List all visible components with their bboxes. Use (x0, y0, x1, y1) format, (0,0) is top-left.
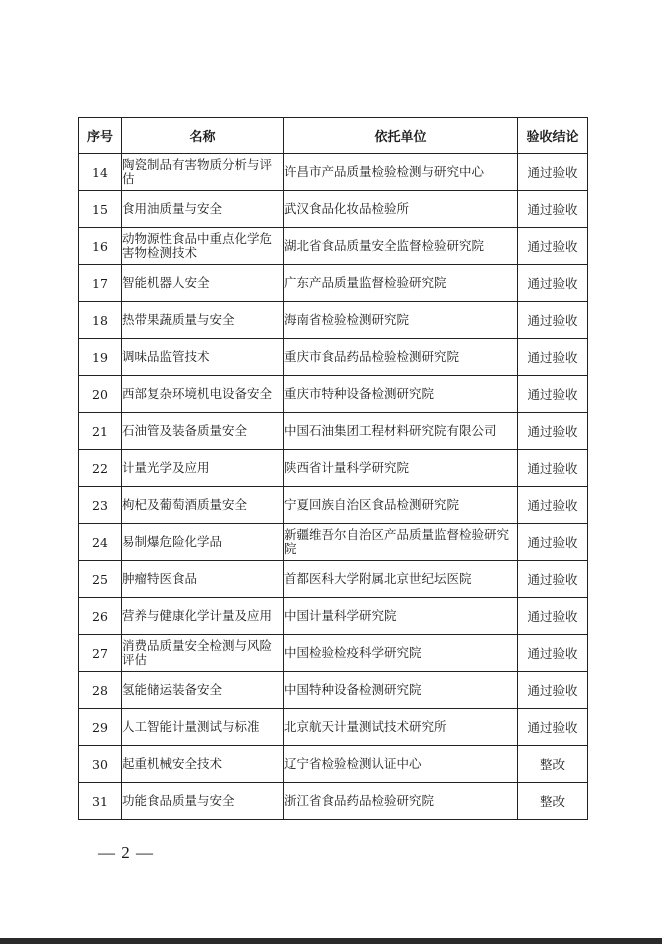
cell-serial-number: 18 (79, 302, 122, 339)
cell-name: 陶瓷制品有害物质分析与评估 (122, 154, 284, 191)
cell-name: 调味品监管技术 (122, 339, 284, 376)
header-supporting-unit: 依托单位 (284, 118, 518, 154)
cell-supporting-unit: 武汉食品化妆品检验所 (284, 191, 518, 228)
cell-acceptance-result: 通过验收 (518, 228, 588, 265)
table-row (79, 339, 588, 376)
cell-acceptance-result: 通过验收 (518, 672, 588, 709)
cell-acceptance-result: 通过验收 (518, 191, 588, 228)
cell-serial-number: 14 (79, 154, 122, 191)
cell-serial-number: 25 (79, 561, 122, 598)
cell-acceptance-result: 通过验收 (518, 450, 588, 487)
table-row (79, 783, 588, 820)
cell-supporting-unit: 新疆维吾尔自治区产品质量监督检验研究院 (284, 524, 518, 561)
cell-serial-number: 27 (79, 635, 122, 672)
cell-serial-number: 17 (79, 265, 122, 302)
header-acceptance-result: 验收结论 (518, 118, 588, 154)
cell-acceptance-result: 整改 (518, 746, 588, 783)
cell-serial-number: 30 (79, 746, 122, 783)
table-row (79, 524, 588, 561)
cell-serial-number: 29 (79, 709, 122, 746)
cell-acceptance-result: 通过验收 (518, 413, 588, 450)
cell-supporting-unit: 中国计量科学研究院 (284, 598, 518, 635)
cell-serial-number: 19 (79, 339, 122, 376)
table-row (79, 154, 588, 191)
cell-acceptance-result: 通过验收 (518, 524, 588, 561)
cell-acceptance-result: 通过验收 (518, 376, 588, 413)
cell-name: 热带果蔬质量与安全 (122, 302, 284, 339)
cell-serial-number: 28 (79, 672, 122, 709)
table-row (79, 709, 588, 746)
cell-name: 食用油质量与安全 (122, 191, 284, 228)
cell-acceptance-result: 通过验收 (518, 709, 588, 746)
cell-acceptance-result: 整改 (518, 783, 588, 820)
cell-supporting-unit: 首都医科大学附属北京世纪坛医院 (284, 561, 518, 598)
cell-supporting-unit: 宁夏回族自治区食品检测研究院 (284, 487, 518, 524)
cell-supporting-unit: 重庆市特种设备检测研究院 (284, 376, 518, 413)
cell-acceptance-result: 通过验收 (518, 265, 588, 302)
cell-serial-number: 15 (79, 191, 122, 228)
cell-name: 营养与健康化学计量及应用 (122, 598, 284, 635)
cell-name: 消费品质量安全检测与风险评估 (122, 635, 284, 672)
cell-serial-number: 22 (79, 450, 122, 487)
cell-supporting-unit: 中国检验检疫科学研究院 (284, 635, 518, 672)
cell-acceptance-result: 通过验收 (518, 302, 588, 339)
cell-name: 动物源性食品中重点化学危害物检测技术 (122, 228, 284, 265)
cell-supporting-unit: 浙江省食品药品检验研究院 (284, 783, 518, 820)
cell-acceptance-result: 通过验收 (518, 561, 588, 598)
cell-name: 人工智能计量测试与标准 (122, 709, 284, 746)
table-row (79, 265, 588, 302)
cell-name: 起重机械安全技术 (122, 746, 284, 783)
table-row (79, 191, 588, 228)
cell-acceptance-result: 通过验收 (518, 487, 588, 524)
cell-serial-number: 21 (79, 413, 122, 450)
table-row (79, 672, 588, 709)
cell-serial-number: 23 (79, 487, 122, 524)
cell-supporting-unit: 重庆市食品药品检验检测研究院 (284, 339, 518, 376)
page-number: — 2 — (98, 843, 154, 862)
table-row (79, 228, 588, 265)
cell-name: 枸杞及葡萄酒质量安全 (122, 487, 284, 524)
table-row (79, 450, 588, 487)
table-row (79, 376, 588, 413)
cell-name: 石油管及装备质量安全 (122, 413, 284, 450)
cell-name: 西部复杂环境机电设备安全 (122, 376, 284, 413)
table-body (79, 154, 588, 820)
cell-serial-number: 24 (79, 524, 122, 561)
cell-name: 智能机器人安全 (122, 265, 284, 302)
table-row (79, 598, 588, 635)
cell-name: 计量光学及应用 (122, 450, 284, 487)
cell-supporting-unit: 中国特种设备检测研究院 (284, 672, 518, 709)
cell-acceptance-result: 通过验收 (518, 598, 588, 635)
table-row (79, 487, 588, 524)
table-row (79, 413, 588, 450)
table-row (79, 302, 588, 339)
cell-serial-number: 20 (79, 376, 122, 413)
cell-name: 易制爆危险化学品 (122, 524, 284, 561)
cell-supporting-unit: 海南省检验检测研究院 (284, 302, 518, 339)
acceptance-table (78, 117, 588, 820)
table-row (79, 635, 588, 672)
cell-supporting-unit: 许昌市产品质量检验检测与研究中心 (284, 154, 518, 191)
header-name: 名称 (122, 118, 284, 154)
cell-supporting-unit: 中国石油集团工程材料研究院有限公司 (284, 413, 518, 450)
cell-acceptance-result: 通过验收 (518, 635, 588, 672)
cell-name: 肿瘤特医食品 (122, 561, 284, 598)
cell-supporting-unit: 陕西省计量科学研究院 (284, 450, 518, 487)
table-header-row (79, 118, 588, 154)
cell-supporting-unit: 北京航天计量测试技术研究所 (284, 709, 518, 746)
cell-supporting-unit: 辽宁省检验检测认证中心 (284, 746, 518, 783)
cell-serial-number: 16 (79, 228, 122, 265)
header-serial-number: 序号 (79, 118, 122, 154)
cell-supporting-unit: 湖北省食品质量安全监督检验研究院 (284, 228, 518, 265)
cell-serial-number: 26 (79, 598, 122, 635)
cell-name: 氢能储运装备安全 (122, 672, 284, 709)
cell-serial-number: 31 (79, 783, 122, 820)
bottom-border (0, 938, 662, 944)
cell-name: 功能食品质量与安全 (122, 783, 284, 820)
table-row (79, 561, 588, 598)
cell-acceptance-result: 通过验收 (518, 339, 588, 376)
cell-supporting-unit: 广东产品质量监督检验研究院 (284, 265, 518, 302)
table-row (79, 746, 588, 783)
cell-acceptance-result: 通过验收 (518, 154, 588, 191)
